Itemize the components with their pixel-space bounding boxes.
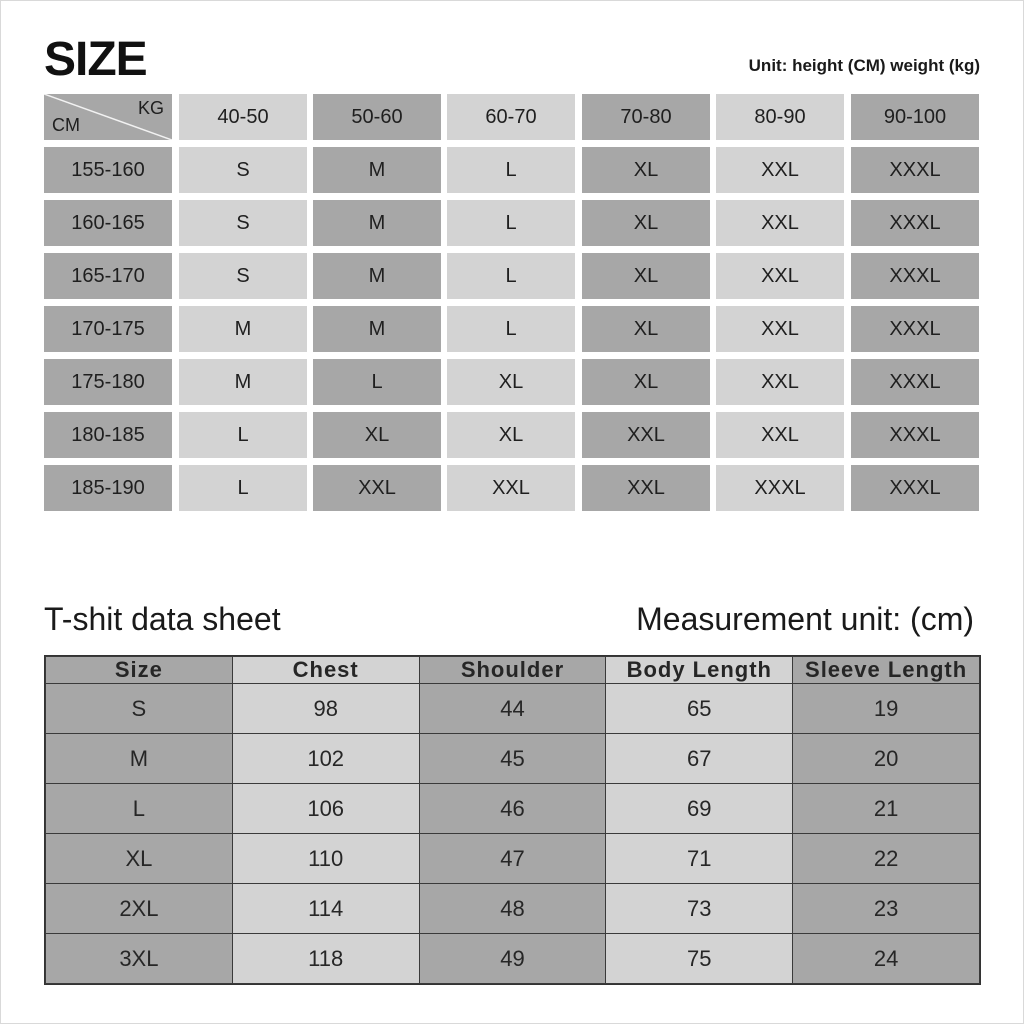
height-label-cell: 185-190 (44, 465, 172, 511)
height-label-cell: 175-180 (44, 359, 172, 405)
size-cell: S (179, 200, 307, 246)
table-cell: 47 (419, 834, 606, 884)
size-cell: XL (447, 359, 575, 405)
table-cell: 69 (606, 784, 793, 834)
table-row (46, 834, 980, 884)
column-header: Sleeve Length (793, 657, 980, 684)
size-cell: M (313, 253, 441, 299)
size-cell: M (313, 306, 441, 352)
size-cell: XXXL (851, 253, 979, 299)
table-cell: 118 (232, 934, 419, 984)
size-cell: M (179, 359, 307, 405)
table-cell: 106 (232, 784, 419, 834)
size-cell: L (447, 253, 575, 299)
size-cell: XXXL (851, 465, 979, 511)
weight-header-cell: 90-100 (851, 94, 979, 140)
height-label-cell: 170-175 (44, 306, 172, 352)
corner-height-label: CM (52, 115, 80, 135)
table-cell: XL (46, 834, 233, 884)
table-row (46, 684, 980, 734)
size-cell: XXL (716, 147, 844, 193)
size-cell: L (447, 306, 575, 352)
weight-header-cell: 50-60 (313, 94, 441, 140)
table-cell: 110 (232, 834, 419, 884)
size-cell: XXXL (716, 465, 844, 511)
size-cell: XXXL (851, 412, 979, 458)
table-cell: 2XL (46, 884, 233, 934)
table-cell: 23 (793, 884, 980, 934)
size-cell: XXL (716, 306, 844, 352)
table-cell: 102 (232, 734, 419, 784)
table-cell: S (46, 684, 233, 734)
table-cell: 20 (793, 734, 980, 784)
size-cell: XXXL (851, 359, 979, 405)
table-cell: 98 (232, 684, 419, 734)
page-title: SIZE (44, 33, 147, 86)
size-cell: L (447, 200, 575, 246)
size-cell: M (313, 200, 441, 246)
size-cell: L (447, 147, 575, 193)
table-cell: 73 (606, 884, 793, 934)
table-cell: L (46, 784, 233, 834)
size-cell: S (179, 253, 307, 299)
table-row (46, 934, 980, 984)
table-row (46, 784, 980, 834)
table-header-row (46, 657, 980, 684)
size-cell: M (179, 306, 307, 352)
size-cell: L (179, 412, 307, 458)
column-header: Size (46, 657, 233, 684)
column-header: Chest (232, 657, 419, 684)
table-cell: 22 (793, 834, 980, 884)
height-label-cell: 160-165 (44, 200, 172, 246)
size-cell: XL (582, 306, 710, 352)
size-cell: XXL (313, 465, 441, 511)
size-cell: S (179, 147, 307, 193)
size-cell: XXXL (851, 306, 979, 352)
weight-header-cell: 40-50 (179, 94, 307, 140)
table-cell: 48 (419, 884, 606, 934)
table-cell: 71 (606, 834, 793, 884)
table-cell: 114 (232, 884, 419, 934)
tshirt-data-table (44, 655, 981, 985)
size-cell: XXL (716, 412, 844, 458)
table-cell: 49 (419, 934, 606, 984)
size-cell: XXL (582, 465, 710, 511)
table-cell: 45 (419, 734, 606, 784)
sheet-title: T-shit data sheet (44, 601, 281, 637)
size-cell: XXL (447, 465, 575, 511)
size-cell: XL (447, 412, 575, 458)
size-cell: XXXL (851, 200, 979, 246)
sheet-unit: Measurement unit: (cm) (636, 601, 974, 637)
table-cell: 67 (606, 734, 793, 784)
size-cell: XXL (716, 359, 844, 405)
table-cell: 24 (793, 934, 980, 984)
column-header: Body Length (606, 657, 793, 684)
table-cell: 46 (419, 784, 606, 834)
corner-cell (44, 94, 172, 140)
size-cell: M (313, 147, 441, 193)
size-cell: XXXL (851, 147, 979, 193)
table-cell: 3XL (46, 934, 233, 984)
size-cell: XL (313, 412, 441, 458)
height-label-cell: 165-170 (44, 253, 172, 299)
table-row (46, 884, 980, 934)
size-cell: L (313, 359, 441, 405)
size-cell: XL (582, 253, 710, 299)
weight-header-cell: 80-90 (716, 94, 844, 140)
size-cell: XXL (716, 200, 844, 246)
size-cell: L (179, 465, 307, 511)
size-cell: XL (582, 200, 710, 246)
table-cell: 44 (419, 684, 606, 734)
table-cell: 65 (606, 684, 793, 734)
height-label-cell: 180-185 (44, 412, 172, 458)
table-cell: 75 (606, 934, 793, 984)
size-cell: XXL (716, 253, 844, 299)
column-header: Shoulder (419, 657, 606, 684)
height-label-cell: 155-160 (44, 147, 172, 193)
table-row (46, 734, 980, 784)
size-cell: XXL (582, 412, 710, 458)
corner-weight-label: KG (137, 98, 164, 118)
table-cell: M (46, 734, 233, 784)
size-cell: XL (582, 147, 710, 193)
table-cell: 21 (793, 784, 980, 834)
size-chart-grid (44, 94, 981, 514)
size-cell: XL (582, 359, 710, 405)
unit-note: Unit: height (CM) weight (kg) (748, 56, 980, 75)
table-cell: 19 (793, 684, 980, 734)
weight-header-cell: 60-70 (447, 94, 575, 140)
weight-header-cell: 70-80 (582, 94, 710, 140)
